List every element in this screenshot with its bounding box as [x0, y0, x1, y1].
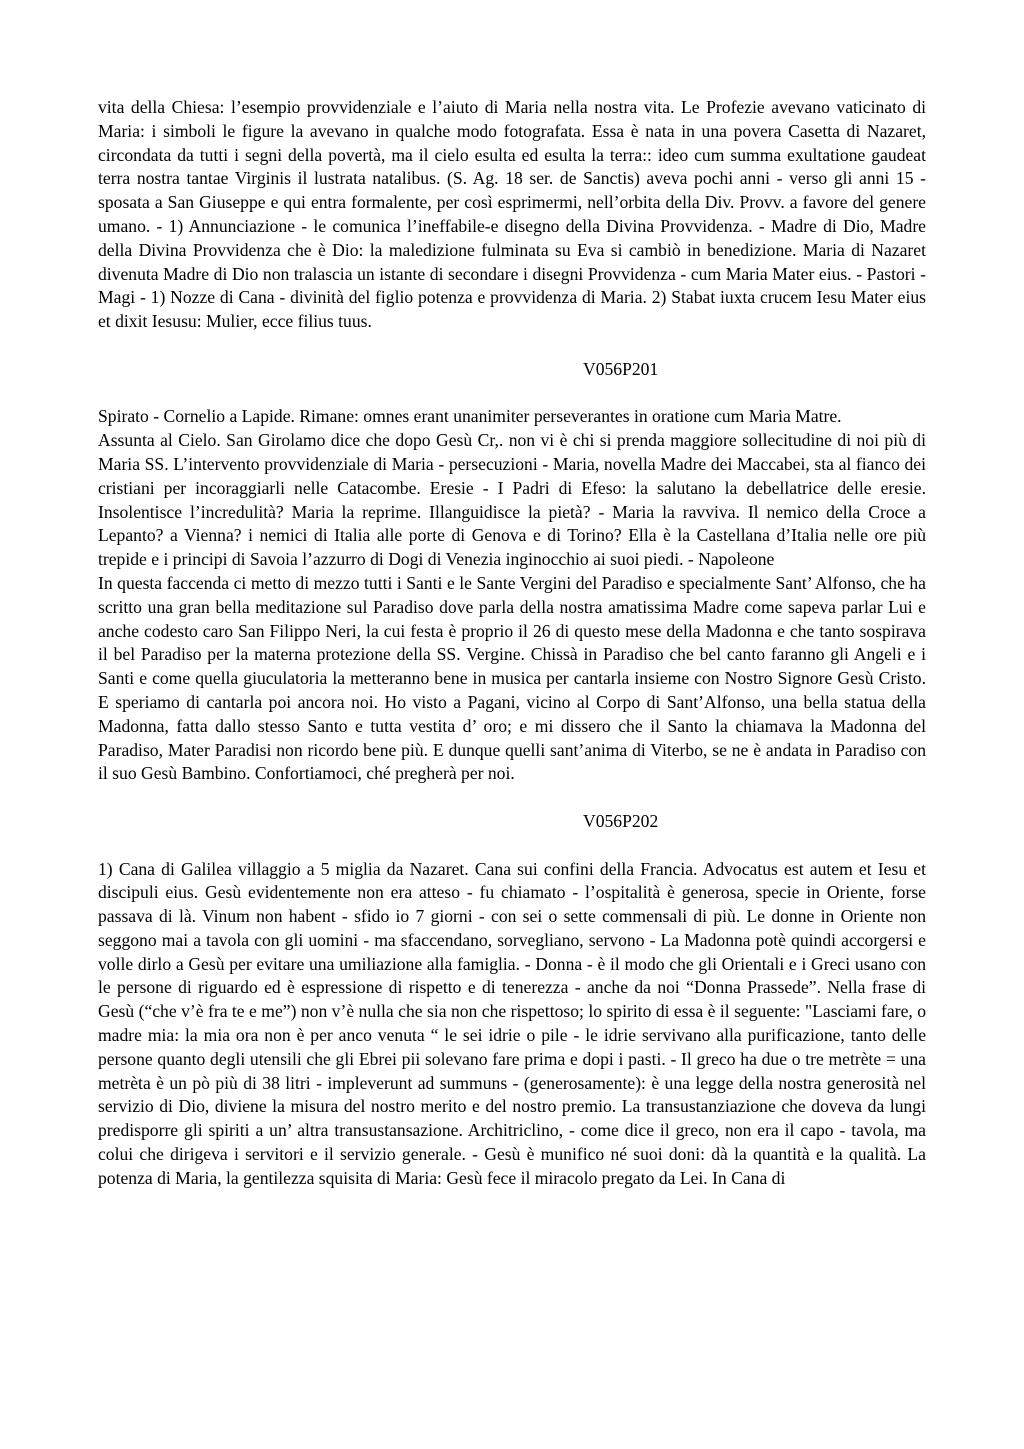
paragraph-assunta: Assunta al Cielo. San Girolamo dice che dopo Gesù Cr,. non vi è chi si prenda maggiore sollecitudine di noi più di Maria SS. L’intervento provvidenziale di Maria - persecuzioni - Maria, novella Madre dei Maccabei, sta al fianco dei cristiani per incoraggiarli nelle Catacombe. Eresie - I Padri di Efeso: la salutano la debellatrice delle eresie. Insolentisce l’incredulità? Maria la reprime. Illanguidisce la pietà? - Maria la ravviva. Il nemico della Croce a Lepanto? a Vienna? i nemici di Italia alle porte di Genova e di Torino? Ella è la Castellana d’Italia nelle ore più trepide e i principi di Savoia l’azzurro di Dogi di Venezia inginocchio ai suoi piedi. - Napoleone [98, 430, 926, 570]
paragraph-santi-paradiso: In questa faccenda ci metto di mezzo tutti i Santi e le Sante Vergini del Paradiso e specialmente Sant’ Alfonso, che ha scritto una gran bella meditazione sul Paradiso dove parla della nostra amatissima Madre come sapeva parlar Lui e anche codesto caro San Filippo Neri, la cui festa è proprio il 26 di questo mese della Madonna e che tanto sospirava il bel Paradiso per la materna protezione della SS. Vergine. Chissà in Paradiso che bel canto faranno gli Angeli e i Santi e come quella giuculatoria la metteranno bene in musica per cantarla insieme con Nostro Signore Gesù Cristo. E speriamo di cantarla poi ancora noi. Ho visto a Pagani, vicino al Corpo di Sant’Alfonso, una bella statua della Madonna, fatta dallo stesso Santo e tutta vestita d’ oro; e mi dissero che il Santo la chiamava la Madonna del Paradiso, Mater Paradisi non ricordo bene più. E dunque quelli sant’anima di Viterbo, se ne è andata in Paradiso con il suo Gesù Bambino. Confortiamoci, ché pregherà per noi. [98, 572, 926, 784]
section-id-v056p202: V056P202 [583, 810, 659, 831]
paragraph-cana: 1) Cana di Galilea villaggio a 5 miglia da Nazaret. Cana sui confini della Francia. Advocatus est autem et Iesu et discipuli eius. Gesù evidentemente non era atteso - fu chiamato - l’ospitalità è generosa, specie in Oriente, forse passava di là. Vinum non habent - sfido io 7 giorni - con sei o sette commensali di più. Le donne in Oriente non seggono mai a tavola con gli uomini - ma sfaccendano, sorvegliano, servono - La Madonna potè quindi accorgersi e volle dirlo a Gesù per evitare una umiliazione alla famiglia. - Donna - è il modo che gli Orientali e i Greci usano con le persone di riguardo ed è espressione di rispetto e di tenerezza - anche da noi “Donna Prassede”. Nella frase di Gesù (“che v’è fra te e me”) non v’è nulla che sia non che rispettoso; lo spirito di essa è il seguente: "Lasciami fare, o madre mia: la mia ora non è per anco venuta “ le sei idrie o pile - le idrie servivano alla purificazione, tanto delle persone quanto degli utensili che gli Ebrei pii solevano fare prima e dopi i pasti. - Il greco ha due o tre metrète = una metrèta è un pò più di 38 litri - impleverunt ad summuns - (generosamente): è una legge della nostra generosità nel servizio di Dio, diviene la misura del nostro merito e del nostro premio. La transustanziazione che doveva da lungi predisporre gli spiriti a un’ altra transustansazione. Architriclino, - come dice il greco, non era il capo - tavola, ma colui che dirigeva i servitori e il servizio generale. - Gesù è munifico né suoi doni: dà la quantità e la qualità. La potenza di Maria, la gentilezza squisita di Maria: Gesù fece il miracolo pregato da Lei. In Cana di [98, 858, 926, 1188]
paragraph-spirato: Spirato - Cornelio a Lapide. Rimane: omnes erant unanimiter perseverantes in oratione cum Maria Matre. [98, 406, 842, 427]
document-page [98, 96, 926, 1191]
paragraph-maria-provvidenza: vita della Chiesa: l’esempio provvidenziale e l’aiuto di Maria nella nostra vita. Le Profezie avevano vaticinato di Maria: i simboli le figure la avevano in qualche modo fotografata. Essa è nata in una povera Casetta di Nazaret, circondata da tutti i segni della povertà, ma il cielo esulta ed esulta la terra:: ideo cum summa exultatione gaudeat terra nostra tantae Virginis il lustrata natalibus. (S. Ag. 18 ser. de Sanctis) aveva pochi anni - verso gli anni 15 - sposata a San Giuseppe e qui entra formalente, per così esprimermi, nell’orbita della Div. Provv. a favore del genere umano. - 1) Annunciazione - le comunica l’ineffabile-e disegno della Divina Provvidenza. - Madre di Dio, Madre della Divina Provvidenza che è Dio: la maledizione fulminata su Eva si cambiò in benedizione. Maria di Nazaret divenuta Madre di Dio non tralascia un istante di secondare i disegni Provvidenza - cum Maria Mater eius. - Pastori - Magi - 1) Nozze di Cana - divinità del figlio potenza e provvidenza di Maria. 2) Stabat iuxta crucem Iesu Mater eius et dixit Iesusu: Mulier, ecce filius tuus. [98, 97, 926, 332]
section-id-v056p201: V056P201 [583, 358, 659, 379]
